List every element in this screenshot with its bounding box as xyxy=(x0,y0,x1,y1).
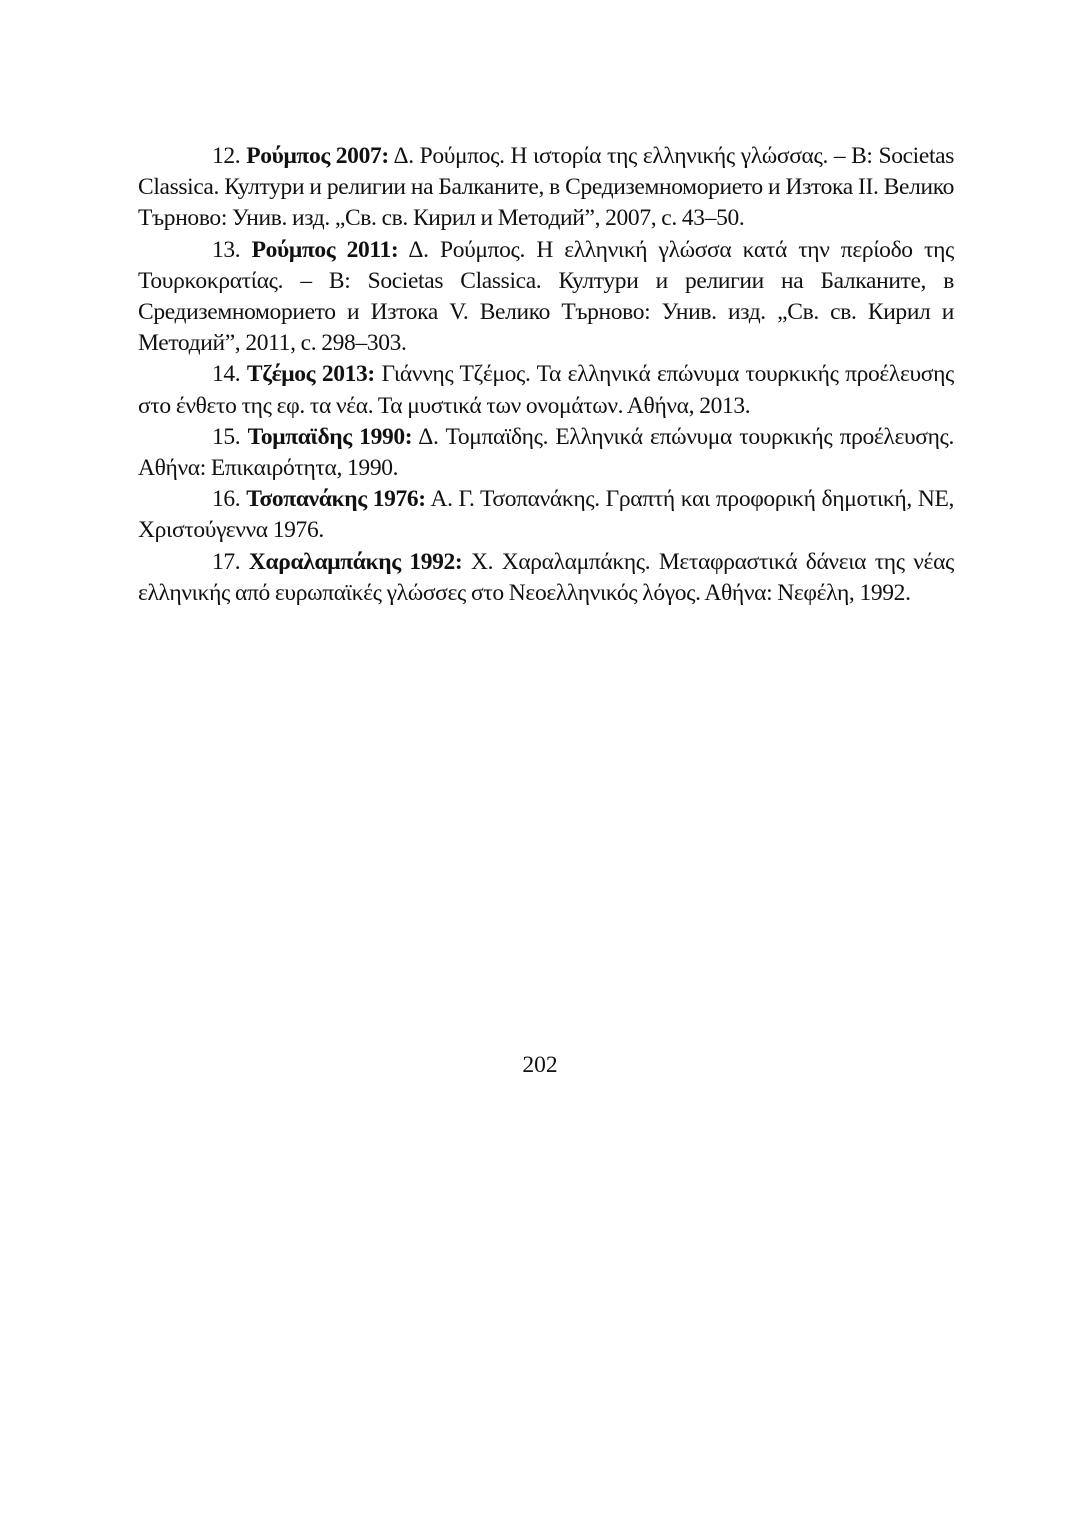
reference-key: Τσοπανάκης 1976: xyxy=(246,486,426,513)
page-number: 202 xyxy=(522,1052,558,1078)
reference-number: 16. xyxy=(212,486,241,513)
reference-entry-14 xyxy=(138,359,954,421)
reference-key: Ρούμπος 2011: xyxy=(251,236,399,263)
reference-key: Χαραλαμπάκης 1992: xyxy=(248,548,463,575)
reference-key: Τζέμος 2013: xyxy=(246,361,375,388)
reference-entry-15 xyxy=(138,422,954,484)
reference-text: Δ. Ρούμπος. Η ιστορία της ελληνικής γλώσσας. – В: Societas Classica. Култури и религии на Балканите, в Средиземноморието и Изтока II. Велико Търново: Унив. изд. „Св. св. Кирил и Методий”, 2007, с. 43–50. xyxy=(138,143,954,232)
reference-entry-12 xyxy=(138,141,954,235)
reference-number: 13. xyxy=(212,236,241,263)
reference-entry-16 xyxy=(138,484,954,546)
reference-entry-17 xyxy=(138,547,954,609)
bibliography-list xyxy=(138,141,954,609)
reference-number: 14. xyxy=(212,361,241,388)
reference-text: Α. Γ. Τσοπανάκης. Γραπτή και προφορική δημοτική, ΝΕ, Χριστούγεννα 1976. xyxy=(138,486,954,544)
reference-text: Χ. Χαραλαμπάκης. Μεταφραστικά δάνεια της νέας ελληνικής από ευρωπαϊκές γλώσσες στο Νεοελληνικός λόγος. Αθήνα: Νεφέλη, 1992. xyxy=(138,548,954,606)
reference-key: Ρούμπος 2007: xyxy=(246,143,389,169)
reference-number: 15. xyxy=(212,423,241,450)
reference-number: 12. xyxy=(212,143,241,169)
reference-text: Γιάννης Τζέμος. Τα ελληνικά επώνυμα τουρκικής προέλευσης στο ένθετο της εφ. τα νέα. Τα μυστικά των ονομάτων. Αθήνα, 2013. xyxy=(138,361,954,419)
reference-text: Δ. Ρούμπος. Η ελληνική γλώσσα κατά την περίοδο της Τουρκοκρατίας. – В: Societas Classica. Култури и религии на Балканите, в Средиземноморието и Изтока V. Велико Търново: Унив. изд. „Св. св. Кирил и Методий”, 2011, с. 298–303. xyxy=(138,236,954,357)
reference-number: 17. xyxy=(212,548,241,575)
reference-text: Δ. Τομπαϊδης. Ελληνικά επώνυμα τουρκικής προέλευσης. Αθήνα: Επικαιρότητα, 1990. xyxy=(138,423,955,482)
reference-key: Τομπαϊδης 1990: xyxy=(247,423,413,450)
reference-entry-13 xyxy=(138,235,954,360)
